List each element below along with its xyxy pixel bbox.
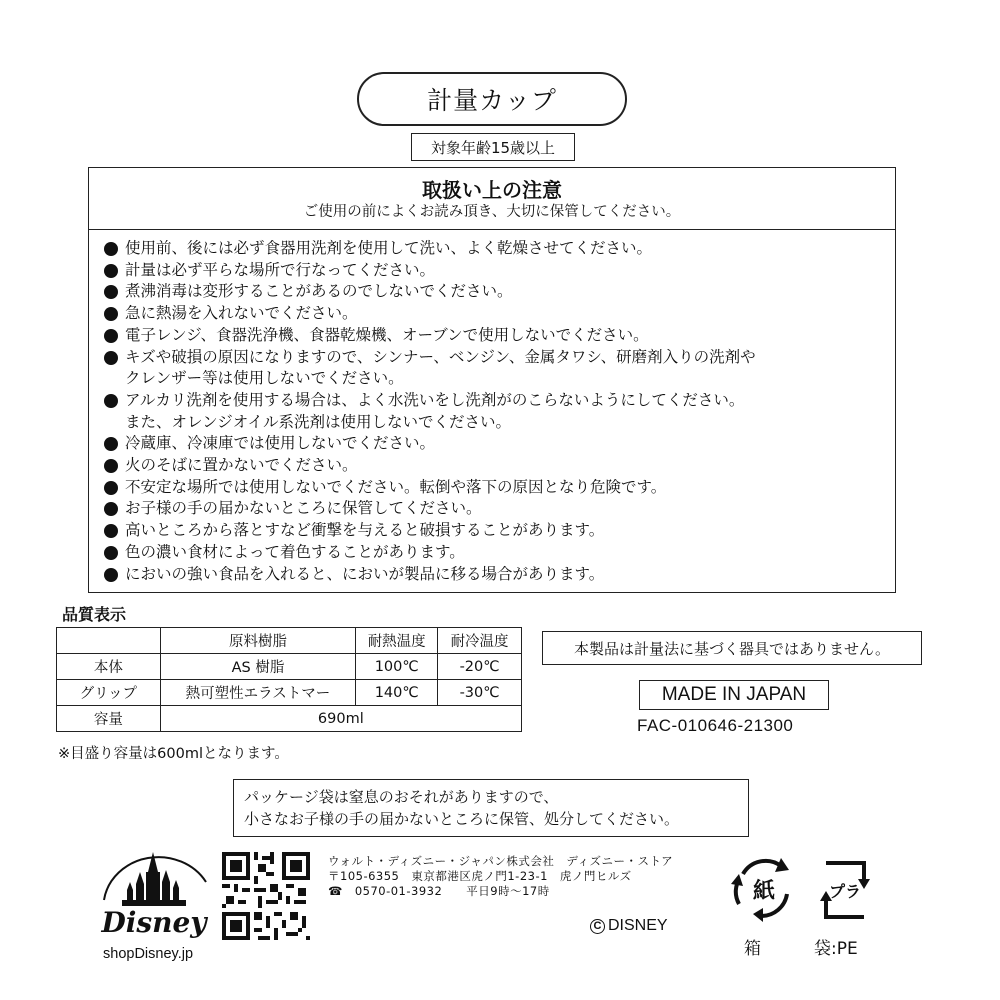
company-info bbox=[328, 854, 673, 899]
package-warning: パッケージ袋は窒息のおそれがありますので、 小さなお子様の手の届かないところに保管、処分してください。 bbox=[233, 779, 749, 837]
plastic-label: 袋:PE bbox=[814, 939, 858, 959]
caution-item: 冷蔵庫、冷凍庫では使用しないでください。 bbox=[103, 433, 895, 455]
caution-item: 計量は必ず平らな場所で行なってください。 bbox=[103, 260, 895, 282]
age-rating-box: 対象年齢15歳以上 bbox=[411, 133, 575, 161]
table-header-cell: 耐熱温度 bbox=[356, 628, 438, 654]
caution-item: 電子レンジ、食器洗浄機、食器乾燥機、オーブンで使用しないでください。 bbox=[103, 325, 895, 347]
caution-item: 高いところから落とすなど衝撃を与えると破損することがあります。 bbox=[103, 520, 895, 542]
table-row bbox=[57, 706, 522, 732]
caution-item: 使用前、後には必ず食器用洗剤を使用して洗い、よく乾燥させてください。 bbox=[103, 238, 895, 260]
caution-item: 不安定な場所では使用しないでください。転倒や落下の原因となり危険です。 bbox=[103, 477, 895, 499]
caution-item: 火のそばに置かないでください。 bbox=[103, 455, 895, 477]
copyright bbox=[590, 917, 668, 935]
caution-panel bbox=[88, 167, 896, 593]
table-cell: 140℃ bbox=[356, 680, 438, 706]
measurement-notice: 本製品は計量法に基づく器具ではありません。 bbox=[542, 631, 922, 665]
caution-list bbox=[89, 230, 895, 585]
table-cell: AS 樹脂 bbox=[160, 654, 356, 680]
table-cell: -20℃ bbox=[438, 654, 522, 680]
caution-subtitle: ご使用の前によくお読み頂き、大切に保管してください。 bbox=[303, 204, 681, 220]
caution-item: 色の濃い食材によって着色することがあります。 bbox=[103, 542, 895, 564]
table-header-cell: 原料樹脂 bbox=[160, 628, 356, 654]
capacity-label: 容量 bbox=[57, 706, 161, 732]
caution-item: アルカリ洗剤を使用する場合は、よく水洗いをし洗剤がのこらないようにしてください。 また、オレンジオイル系洗剤は使用しないでください。 bbox=[103, 390, 895, 433]
capacity-value: 690ml bbox=[160, 706, 521, 732]
product-code: FAC-010646-21300 bbox=[637, 716, 794, 735]
company-address: 〒105-6355 東京都港区虎ノ門1-23-1 虎ノ門ヒルズ bbox=[328, 869, 632, 883]
table-header-cell: 耐冷温度 bbox=[438, 628, 522, 654]
table-cell: 100℃ bbox=[356, 654, 438, 680]
table-row bbox=[57, 654, 522, 680]
quality-table bbox=[56, 627, 522, 732]
caution-item: お子様の手の届かないところに保管してください。 bbox=[103, 498, 895, 520]
caution-item: 急に熱湯を入れないでください。 bbox=[103, 303, 895, 325]
caution-header bbox=[89, 168, 895, 230]
table-cell: 熱可塑性エラストマー bbox=[160, 680, 356, 706]
plastic-mark: プラ bbox=[828, 882, 862, 901]
copyright-text: DISNEY bbox=[608, 917, 668, 934]
shop-url[interactable]: shopDisney.jp bbox=[103, 946, 194, 962]
table-header-row bbox=[57, 628, 522, 654]
caution-item: 煮沸消毒は変形することがあるのでしないでください。 bbox=[103, 281, 895, 303]
paper-recycle-icon bbox=[729, 854, 799, 924]
table-header-cell bbox=[57, 628, 161, 654]
caution-item: キズや破損の原因になりますので、シンナー、ベンジン、金属タワシ、研磨剤入りの洗剤や クレンザー等は使用しないでください。 bbox=[103, 347, 895, 390]
disney-castle-logo bbox=[96, 842, 216, 942]
caution-item: においの強い食品を入れると、においが製品に移る場合があります。 bbox=[103, 564, 895, 586]
table-cell: グリップ bbox=[57, 680, 161, 706]
company-name: ウォルト・ディズニー・ジャパン株式会社 ディズニー・ストア bbox=[328, 854, 674, 868]
company-phone: ☎ 0570-01-3932 平日9時～17時 bbox=[328, 884, 550, 898]
product-title: 計量カップ bbox=[357, 72, 627, 126]
table-row bbox=[57, 680, 522, 706]
qr-code-icon[interactable] bbox=[222, 852, 310, 940]
paper-label: 箱 bbox=[744, 939, 761, 959]
caution-title: 取扱い上の注意 bbox=[422, 178, 562, 202]
table-cell: 本体 bbox=[57, 654, 161, 680]
quality-label: 品質表示 bbox=[62, 605, 127, 624]
copyright-icon: C bbox=[590, 919, 605, 934]
paper-mark: 紙 bbox=[752, 879, 776, 904]
table-cell: -30℃ bbox=[438, 680, 522, 706]
capacity-note: ※目盛り容量は600mlとなります。 bbox=[58, 746, 289, 762]
disney-logo-text: Disney bbox=[101, 906, 207, 939]
plastic-recycle-icon bbox=[812, 857, 878, 923]
made-in-label: MADE IN JAPAN bbox=[639, 680, 829, 710]
